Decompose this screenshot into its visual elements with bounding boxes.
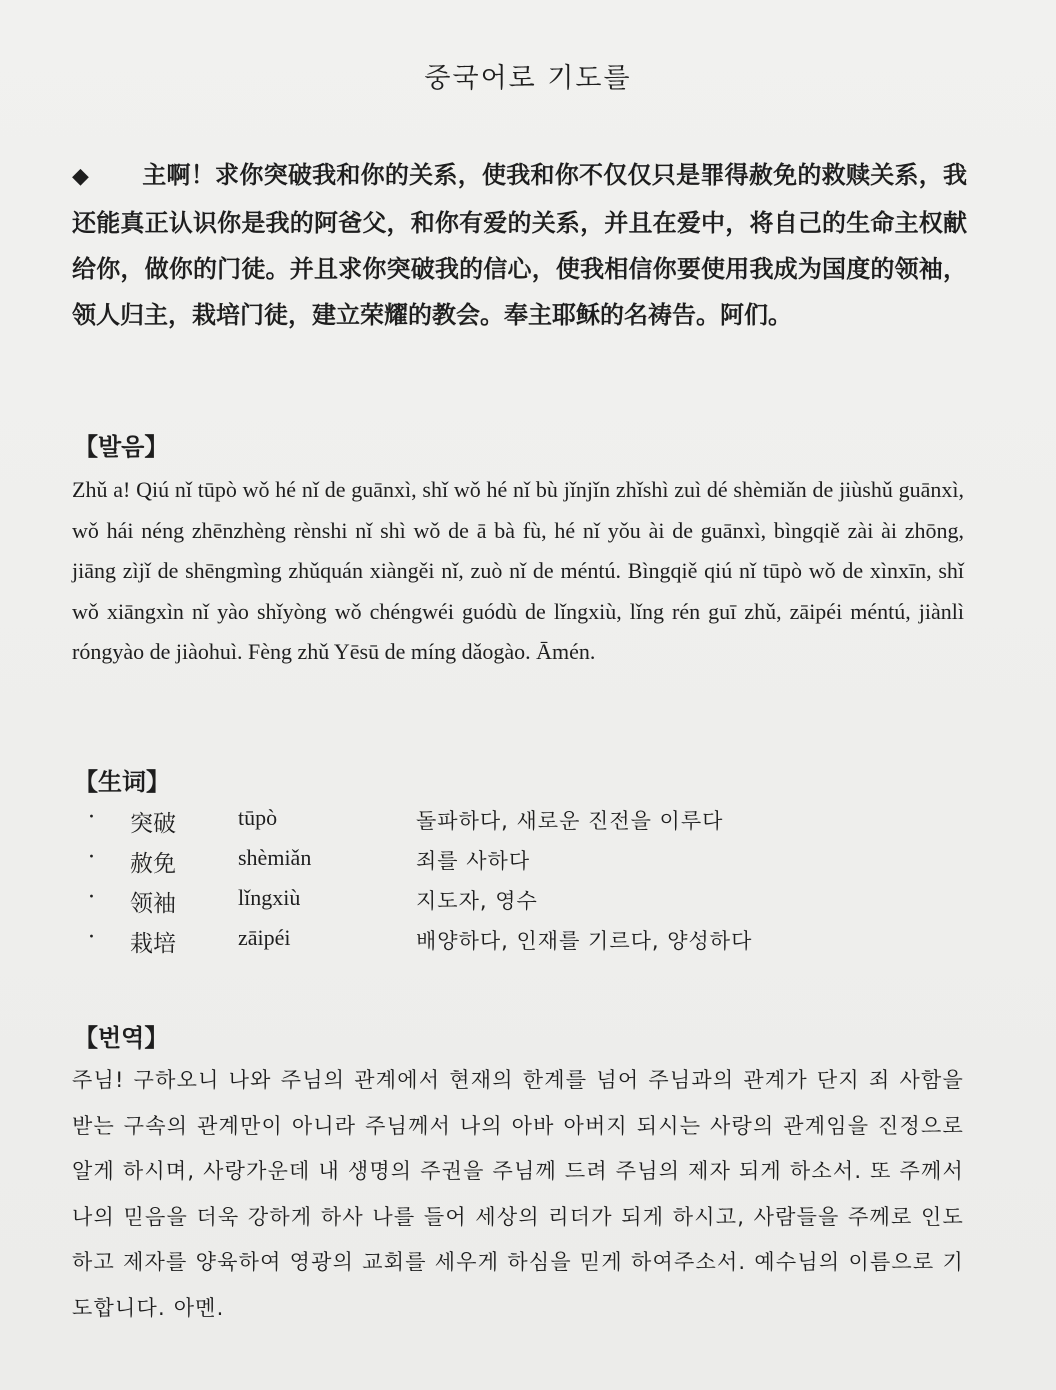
vocab-pinyin: shèmiǎn <box>238 845 312 870</box>
vocab-item <box>88 805 888 845</box>
chinese-prayer <box>72 152 967 338</box>
vocab-meaning: 배양하다, 인재를 기르다, 양성하다 <box>416 929 753 953</box>
bullet-dot-icon: · <box>88 925 95 950</box>
translation-text: 주님! 구하오니 나와 주님의 관계에서 현재의 한계를 넘어 주님과의 관계가 단지 죄 사함을 받는 구속의 관계만이 아니라 주님께서 나의 아바 아버지 되시는 사랑의 관계임을 진정으로 알게 하시며, 사랑가운데 내 생명의 주권을 주님께 드려 주님의 제자 되게 하소서. 또 주께서 나의 믿음을 더욱 강하게 하사 나를 들어 세상의 리더가 되게 하시고, 사람들을 주께로 인도하고 제자를 양육하여 영광의 교회를 세우게 하심을 믿게 하여주소서. 예수님의 이름으로 기도합니다. 아멘. <box>72 1068 964 1320</box>
diamond-bullet-icon: ◆ <box>72 164 89 189</box>
vocab-hanzi: 栽培 <box>130 931 176 957</box>
vocab-hanzi: 赦免 <box>130 851 176 877</box>
bullet-dot-icon: · <box>88 845 95 870</box>
vocab-meaning: 돌파하다, 새로운 진전을 이루다 <box>416 809 724 833</box>
page-title: 중국어로 기도를 <box>424 63 632 94</box>
vocab-item <box>88 925 888 965</box>
vocab-pinyin: zāipéi <box>238 925 291 950</box>
bullet-dot-icon: · <box>88 805 95 830</box>
translation-heading: 【번역】 <box>74 1024 169 1052</box>
vocabulary-heading: 【生词】 <box>74 768 170 796</box>
vocab-hanzi: 突破 <box>130 811 176 837</box>
vocab-pinyin: lǐngxiù <box>238 885 301 910</box>
vocab-pinyin: tūpò <box>238 805 278 830</box>
vocab-meaning: 죄를 사하다 <box>416 849 531 873</box>
pronunciation-text: Zhǔ a! Qiú nǐ tūpò wǒ hé nǐ de guānxì, shǐ wǒ hé nǐ bù jǐnjǐn zhǐshì zuì dé shèmiǎn de jiùshǔ guānxì, wǒ hái néng zhēnzhèng rènshi nǐ shì wǒ de ā bà fù, hé nǐ yǒu ài de guānxì, bìngqiě zài ài zhōng, jiāng zìjǐ de shēngmìng zhǔquán xiàngěi nǐ, zuò nǐ de méntú. Bìngqiě qiú nǐ tūpò wǒ de xìnxīn, shǐ wǒ xiāngxìn nǐ yào shǐyòng wǒ chéngwéi guódù de lǐngxiù, lǐng rén guī zhǔ, zāipéi méntú, jiànlì róngyào de jiàohuì. Fèng zhǔ Yēsū de míng dǎogào. Āmén. <box>72 477 964 664</box>
vocabulary-list <box>88 805 888 965</box>
vocab-item <box>88 845 888 885</box>
prayer-text: 主啊！求你突破我和你的关系，使我和你不仅仅只是罪得赦免的救赎关系，我还能真正认识你是我的阿爸父，和你有爱的关系，并且在爱中，将自己的生命主权献给你，做你的门徒。并且求你突破我的信心，使我相信你要使用我成为国度的领袖，领人归主，栽培门徒，建立荣耀的教会。奉主耶稣的名祷告。阿们。 <box>72 161 967 329</box>
vocab-item <box>88 885 888 925</box>
bullet-dot-icon: · <box>88 885 95 910</box>
pronunciation-heading: 【발음】 <box>74 433 169 461</box>
vocab-meaning: 지도자, 영수 <box>416 889 538 913</box>
vocab-hanzi: 领袖 <box>130 891 176 917</box>
